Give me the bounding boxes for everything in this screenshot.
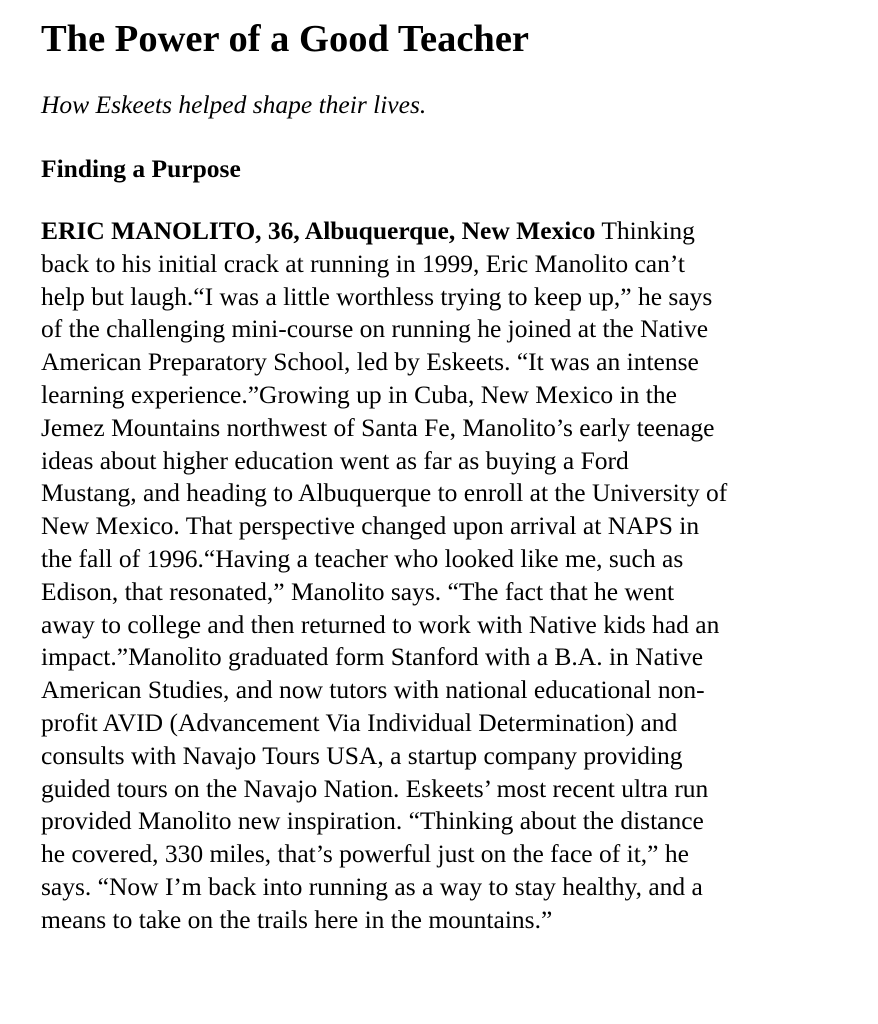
body-line: American Preparatory School, led by Eskeets. “It was an intense: [41, 347, 699, 377]
body-line: guided tours on the Navajo Nation. Eskeets’ most recent ultra run: [41, 773, 709, 803]
body-line: profit AVID (Advancement Via Individual Determination) and: [41, 707, 678, 737]
body-line: Edison, that resonated,” Manolito says. “The fact that he went: [41, 576, 675, 606]
body-line: American Studies, and now tutors with national educational non-: [41, 675, 705, 705]
body-line: the fall of 1996.“Having a teacher who looked like me, such as: [41, 543, 684, 573]
body-line: provided Manolito new inspiration. “Thinking about the distance: [41, 806, 704, 836]
body-line: New Mexico. That perspective changed upon arrival at NAPS in: [41, 511, 700, 541]
body-line: help but laugh.“I was a little worthless trying to keep up,” he says: [41, 281, 713, 311]
body-line: Jemez Mountains northwest of Santa Fe, Manolito’s early teenage: [41, 412, 715, 442]
byline: ERIC MANOLITO, 36, Albuquerque, New Mexico: [41, 216, 596, 245]
body-line: impact.”Manolito graduated form Stanford with a B.A. in Native: [41, 642, 704, 672]
body-line: of the challenging mini-course on running he joined at the Native: [41, 314, 709, 344]
body-line: consults with Navajo Tours USA, a startup company providing: [41, 740, 683, 770]
article-page: [41, 14, 831, 937]
body-line: says. “Now I’m back into running as a way to stay healthy, and a: [41, 871, 703, 901]
body-line: back to his initial crack at running in 1999, Eric Manolito can’t: [41, 248, 685, 278]
body-line: away to college and then returned to work with Native kids had an: [41, 609, 720, 639]
article-subtitle: How Eskeets helped shape their lives.: [41, 90, 427, 119]
body-line: learning experience.”Growing up in Cuba, New Mexico in the: [41, 379, 677, 409]
body-line: ideas about higher education went as far as buying a Ford: [41, 445, 629, 475]
body-line: means to take on the trails here in the mountains.”: [41, 904, 553, 934]
article-body: [41, 215, 831, 937]
body-line: [41, 215, 831, 248]
body-line: he covered, 330 miles, that’s powerful just on the face of it,” he: [41, 839, 689, 869]
section-heading: Finding a Purpose: [41, 154, 241, 183]
body-line: Mustang, and heading to Albuquerque to enroll at the University of: [41, 478, 728, 508]
article-title: The Power of a Good Teacher: [41, 18, 529, 60]
body-line-text: Thinking: [595, 216, 695, 245]
